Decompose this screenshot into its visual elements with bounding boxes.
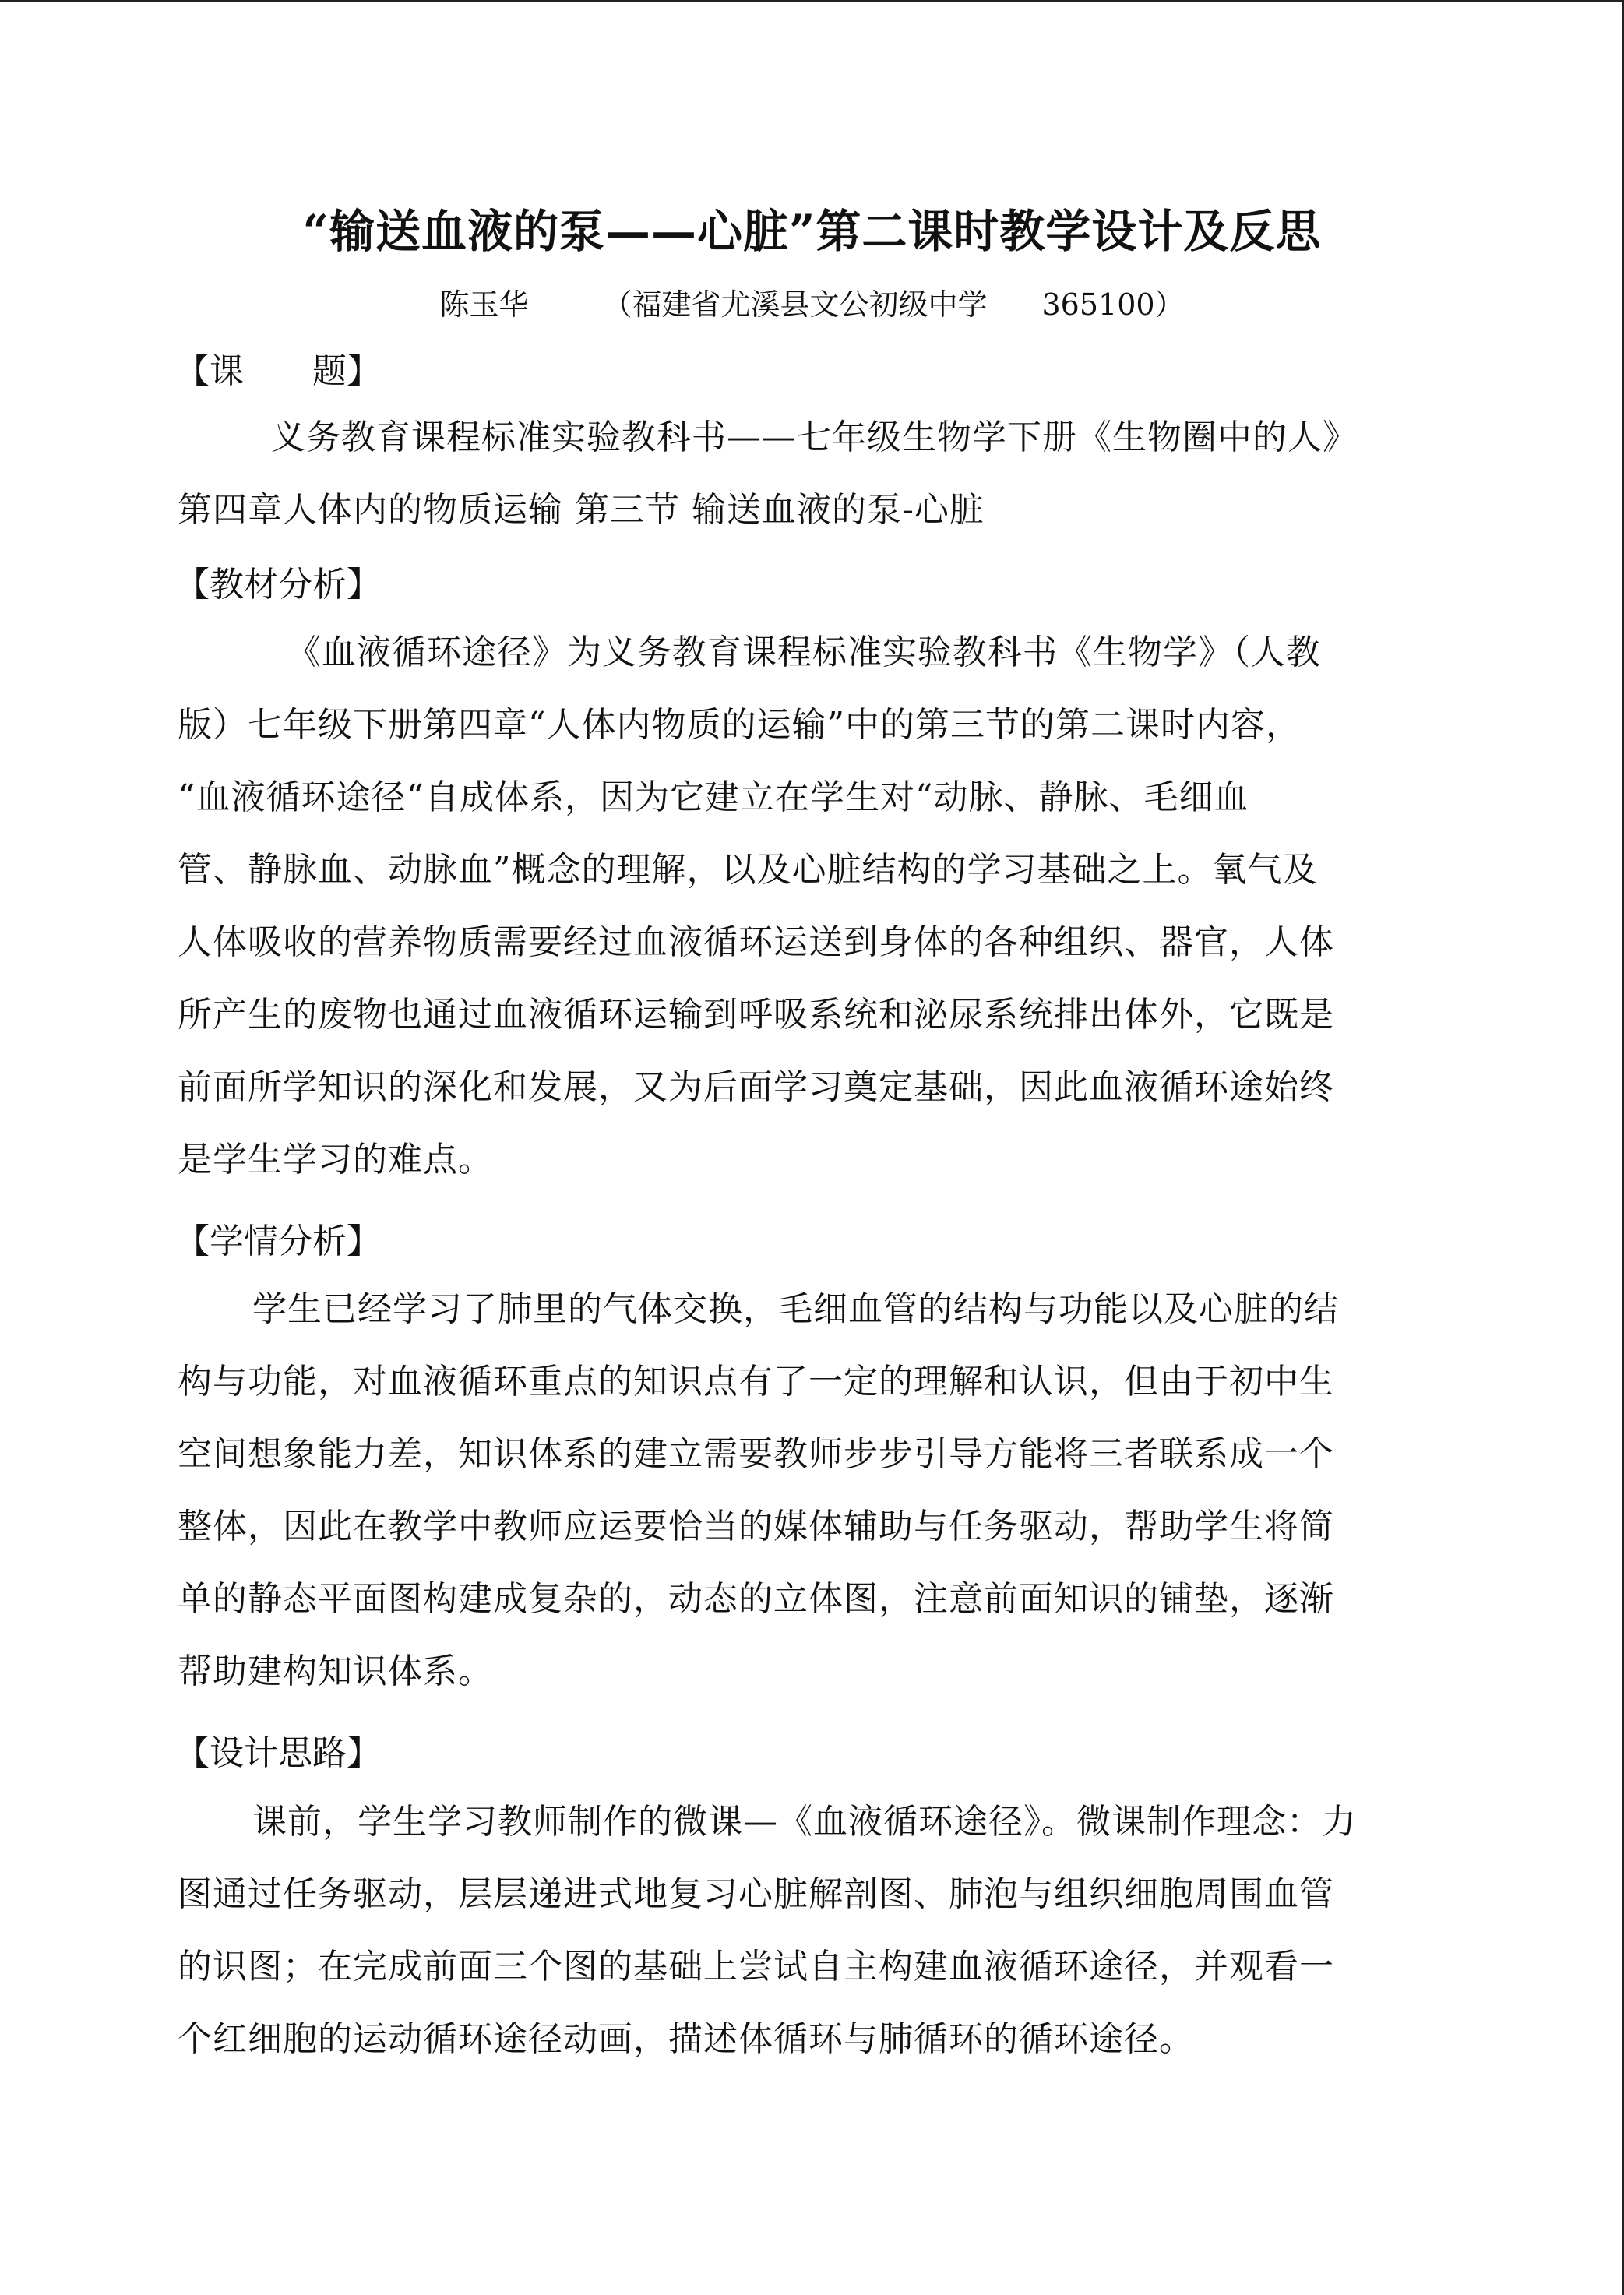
paragraph-line: 版）七年级下册第四章“人体内物质的运输”中的第三节的第二课时内容， [178,705,1301,745]
paragraph-line: 第四章人体内的物质运输 第三节 输送血液的泵-心脏 [178,490,985,530]
paragraph-line: 所产生的废物也通过血液循环运输到呼吸系统和泌尿系统排出体外，它既是 [178,995,1334,1035]
section-heading-topic: 【课 题】 [175,351,381,391]
paragraph-line: 单的静态平面图构建成复杂的，动态的立体图，注意前面知识的铺垫，逐渐 [178,1579,1334,1619]
paragraph-line: 《血液循环途径》为义务教育课程标准实验教科书《生物学》（人教 [287,633,1321,672]
paragraph-line: 义务教育课程标准实验教科书——七年级生物学下册《生物圈中的人》 [271,418,1358,457]
paragraph-line: 的识图；在完成前面三个图的基础上尝试自主构建血液循环途径，并观看一 [178,1947,1334,1987]
paragraph-line: 前面所学知识的深化和发展，又为后面学习奠定基础，因此血液循环途始终 [178,1067,1334,1107]
section-heading-student-analysis: 【学情分析】 [175,1222,381,1261]
document-title: “输送血液的泵——心脏”第二课时教学设计及反思 [302,205,1322,258]
section-body-student-analysis [178,1273,1455,1708]
paragraph-line: 空间想象能力差，知识体系的建立需要教师步步引导方能将三者联系成一个 [178,1434,1334,1474]
paragraph-line: 人体吸收的营养物质需要经过血液循环运送到身体的各种组织、器官，人体 [178,922,1334,962]
section-body-textbook-analysis [178,616,1455,1196]
paragraph-line: 是学生学习的难点。 [178,1140,493,1179]
paragraph-line: 图通过任务驱动，层层递进式地复习心脏解剖图、肺泡与组织细胞周围血管 [178,1874,1334,1914]
section-heading-design-idea: 【设计思路】 [175,1733,381,1773]
byline [0,280,1624,323]
paragraph-line: 构与功能，对血液循环重点的知识点有了一定的理解和认识，但由于初中生 [178,1362,1334,1401]
paragraph-line: 帮助建构知识体系。 [178,1652,493,1691]
paragraph-line: 学生已经学习了肺里的气体交换，毛细血管的结构与功能以及心脏的结 [252,1289,1339,1329]
section-body-topic [178,401,1455,546]
paragraph-line: “血液循环途径“自成体系，因为它建立在学生对“动脉、静脉、毛细血 [178,777,1249,817]
postcode: 365100） [1041,287,1185,322]
paragraph-line: 管、静脉血、动脉血”概念的理解，以及心脏结构的学习基础之上。氧气及 [178,850,1318,890]
paragraph-line: 个红细胞的运动循环途径动画，描述体循环与肺循环的循环途径。 [178,2019,1194,2059]
section-body-design-idea [178,1786,1455,2075]
paragraph-line: 课前，学生学习教师制作的微课—《血液循环途径》。微课制作理念：力 [252,1802,1357,1842]
paragraph-line: 整体，因此在教学中教师应运要恰当的媒体辅助与任务驱动，帮助学生将简 [178,1507,1334,1546]
school-name: （福建省尤溪县文公初级中学 [602,287,988,322]
section-heading-textbook-analysis: 【教材分析】 [175,565,381,605]
author-name: 陈玉华 [439,287,529,322]
